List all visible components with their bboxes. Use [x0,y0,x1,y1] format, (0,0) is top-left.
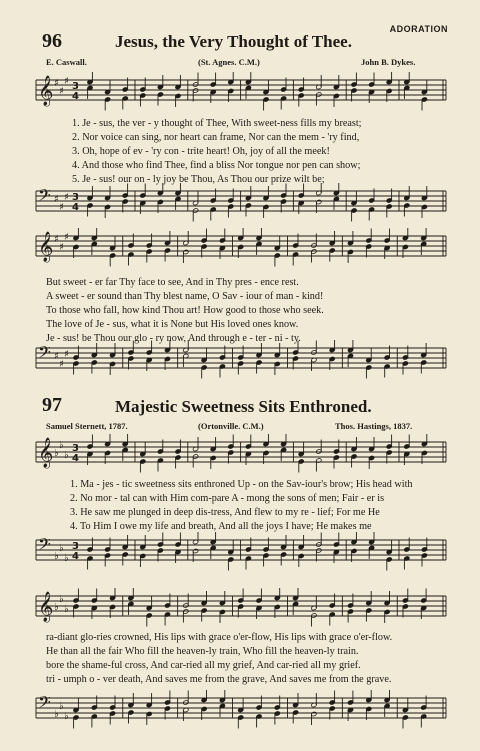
verse-line: tri - umph o - ver death, And saves me from the grave, And saves me from the grave. [46,674,392,685]
flat-icon: ♭ [54,448,59,459]
flat-icon: ♭ [64,553,69,564]
music-staff-bass [0,532,480,578]
bass-clef-icon: 𝄢 [38,692,51,716]
hymn-composer: Thos. Hastings, 1837. [335,421,413,431]
time-signature: 3 [72,541,79,552]
hymn-tune: (Ortonville. C.M.) [198,421,264,431]
flat-icon: ♭ [64,450,69,461]
music-staff-treble [0,228,480,274]
verse-line: A sweet - er sound than Thy blest name, O Sav - iour of man - kind! [46,291,324,302]
verse-line: 4. And those who find Thee, find a bliss Nor tongue nor pen can show; [72,160,361,171]
music-staff-treble [0,434,480,480]
flat-icon: ♭ [59,440,64,451]
flat-icon: ♭ [59,543,64,554]
hymn-author: E. Caswall. [46,57,87,67]
music-staff-treble [0,72,480,118]
sharp-icon: ♯ [54,234,59,245]
treble-clef-icon: 𝄞 [38,76,54,106]
hymn-composer: John B. Dykes. [361,57,416,67]
verse-line: 1. Ma - jes - tic sweetness sits enthroned Up - on the Sav-iour's brow; His head with [70,479,413,490]
music-staff-bass [0,340,480,386]
music-staff-bass [0,690,480,736]
bass-clef-icon: 𝄢 [38,534,51,558]
verse-line: ra-diant glo-ries crowned, His lips with grace o'er-flow, His lips with grace o'er-flow. [46,632,393,643]
verse-line: 2. No mor - tal can with Him com-pare A - mong the sons of men; Fair - er is [70,493,385,504]
music-staff-treble [0,588,480,634]
flat-icon: ♭ [59,701,64,712]
sharp-icon: ♯ [64,192,69,203]
sharp-icon: ♯ [59,86,64,97]
verse-line: He than all the fair Who fill the heaven-ly train, Who fill the heaven-ly train. [46,646,359,657]
flat-icon: ♭ [64,711,69,722]
time-signature: 4 [72,453,79,464]
bass-clef-icon: 𝄢 [38,342,51,366]
treble-clef-icon: 𝄞 [38,592,54,622]
verse-line: 2. Nor voice can sing, nor heart can frame, Nor can the mem - 'ry find, [72,132,360,143]
treble-clef-icon: 𝄞 [38,232,54,262]
music-staff-bass [0,183,480,229]
time-signature: 3 [72,81,79,92]
sharp-icon: ♯ [54,351,59,362]
time-signature: 4 [72,202,79,213]
time-signature: 3 [72,443,79,454]
hymn-title: Jesus, the Very Thought of Thee. [115,32,352,51]
hymn-title: Majestic Sweetness Sits Enthroned. [115,397,372,416]
hymn-number: 97 [42,394,62,416]
verse-line: The love of Je - sus, what it is None but His loved ones know. [46,319,299,330]
time-signature: 3 [72,192,79,203]
sharp-icon: ♯ [64,232,69,243]
flat-icon: ♭ [54,551,59,562]
hymn-author: Samuel Sternett, 1787. [46,421,128,431]
verse-line: 3. Oh, hope of ev - 'ry con - trite heart! Oh, joy of all the meek! [72,146,330,157]
verse-line: 3. He saw me plunged in deep dis-tress, And flew to my re - lief; For me He [70,507,380,518]
verse-line: 5. Je - sus! our on - ly joy be Thou, As Thou our prize wilt be; [72,174,325,185]
time-signature: 4 [72,551,79,562]
flat-icon: ♭ [64,604,69,615]
time-signature: 4 [72,91,79,102]
sharp-icon: ♯ [64,349,69,360]
sharp-icon: ♯ [59,359,64,370]
verse-line: To those who fall, how kind Thou art! How good to those who seek. [46,305,324,316]
sharp-icon: ♯ [54,194,59,205]
sharp-icon: ♯ [64,76,69,87]
verse-line: 1. Je - sus, the ver - y thought of Thee, With sweet-ness fills my breast; [72,118,362,129]
flat-icon: ♭ [54,709,59,720]
verse-line: bore the shame-ful cross, And car-ried all my grief, And car-ried all my grief. [46,660,361,671]
bass-clef-icon: 𝄢 [38,185,51,209]
hymn-tune: (St. Agnes. C.M.) [198,57,260,67]
verse-line: But sweet - er far Thy face to see, And in Thy pres - ence rest. [46,277,299,288]
sharp-icon: ♯ [54,78,59,89]
flat-icon: ♭ [59,594,64,605]
section-heading: ADORATION [389,24,448,34]
treble-clef-icon: 𝄞 [38,438,54,468]
verse-line: Je - sus! be Thou our glo - ry now, And through e - ter - ni - ty. [46,333,301,344]
flat-icon: ♭ [54,602,59,613]
hymn-number: 96 [42,30,62,52]
sharp-icon: ♯ [59,202,64,213]
verse-line: 4. To Him I owe my life and breath, And all the joys I have; He makes me [70,521,372,532]
sharp-icon: ♯ [59,242,64,253]
